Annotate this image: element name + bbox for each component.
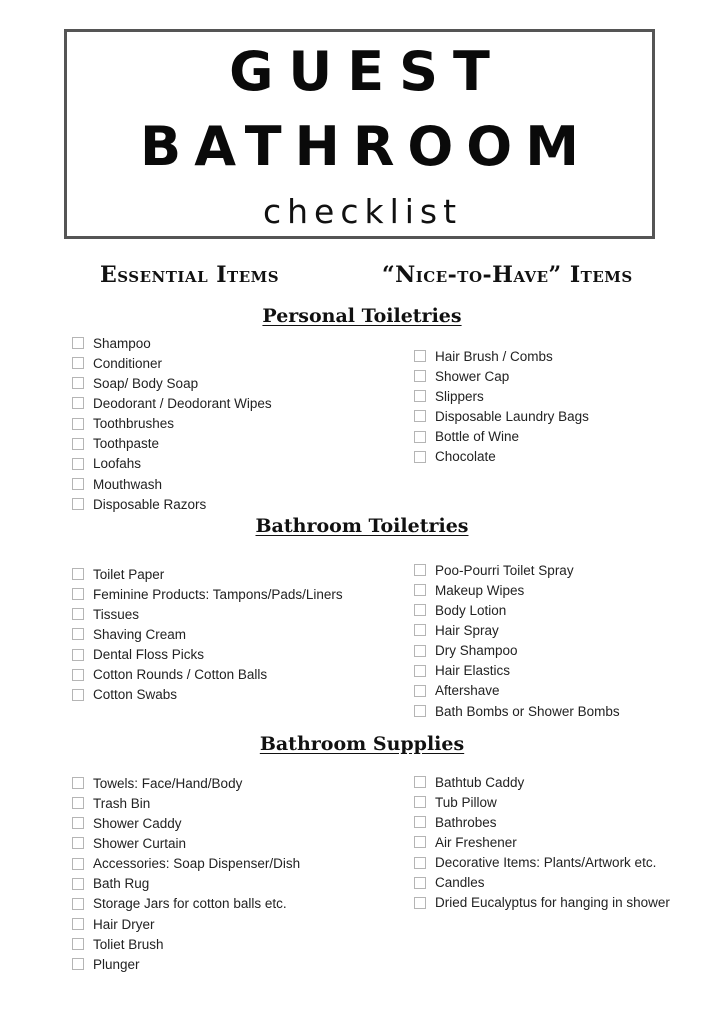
checklist-item <box>414 406 589 426</box>
checklist-item <box>414 600 620 620</box>
checklist-item-label: Cotton Rounds / Cotton Balls <box>93 667 268 683</box>
checklist-item <box>72 645 343 665</box>
checkbox[interactable] <box>414 836 426 848</box>
checkbox[interactable] <box>72 337 84 349</box>
column-heading-nice-to-have: “Nice-to-Have” Items <box>382 262 633 288</box>
section-title-bathroom-toiletries: Bathroom Toiletries <box>255 515 469 537</box>
checklist-item <box>72 685 343 705</box>
checkbox[interactable] <box>72 418 84 430</box>
checkbox[interactable] <box>72 817 84 829</box>
checkbox[interactable] <box>72 858 84 870</box>
checkbox[interactable] <box>414 665 426 677</box>
checklist-item-label: Bath Bombs or Shower Bombs <box>435 703 620 719</box>
checklist-item <box>72 604 343 624</box>
checklist-item-label: Shaving Cream <box>93 626 187 642</box>
checklist-item-label: Bath Rug <box>93 876 150 892</box>
checklist-item-label: Plunger <box>93 956 140 972</box>
checklist-item-label: Cotton Swabs <box>93 687 178 703</box>
title-line-bathroom: BATHROOM <box>140 115 592 178</box>
checklist-item <box>72 564 343 584</box>
nice-list-bathroom-toiletries <box>414 560 620 721</box>
checkbox[interactable] <box>72 588 84 600</box>
checkbox[interactable] <box>72 958 84 970</box>
checklist-item <box>72 393 272 413</box>
checkbox[interactable] <box>414 604 426 616</box>
checklist-item-label: Bathrobes <box>435 814 497 830</box>
checklist-item-label: Bathtub Caddy <box>435 774 525 790</box>
essential-list-bathroom-supplies <box>72 773 300 974</box>
checklist-item-label: Bottle of Wine <box>435 429 520 445</box>
checkbox[interactable] <box>414 390 426 402</box>
checkbox[interactable] <box>414 685 426 697</box>
checkbox[interactable] <box>414 564 426 576</box>
checklist-item <box>72 584 343 604</box>
checklist-item-label: Poo-Pourri Toilet Spray <box>435 562 574 578</box>
checklist-item-label: Chocolate <box>435 449 496 465</box>
checklist-item-label: Shower Caddy <box>93 815 182 831</box>
checkbox[interactable] <box>414 816 426 828</box>
checklist-item-label: Hair Brush / Combs <box>435 348 553 364</box>
checklist-item <box>414 873 670 893</box>
checklist-item <box>72 894 300 914</box>
checkbox[interactable] <box>72 438 84 450</box>
checkbox[interactable] <box>72 669 84 681</box>
checklist-item-label: Storage Jars for cotton balls etc. <box>93 896 287 912</box>
checklist-item <box>414 560 620 580</box>
checkbox[interactable] <box>72 777 84 789</box>
checklist-item <box>414 346 589 366</box>
checklist-item-label: Tissues <box>93 606 140 622</box>
checklist-item <box>72 624 343 644</box>
checklist-item <box>414 620 620 640</box>
title-line-checklist: checklist <box>262 192 463 231</box>
checklist-item <box>72 494 272 514</box>
checklist-item <box>414 386 589 406</box>
checklist-item <box>72 874 300 894</box>
nice-list-bathroom-supplies <box>414 772 670 913</box>
checklist-item <box>414 580 620 600</box>
essential-list-bathroom-toiletries <box>72 564 343 705</box>
title-box <box>64 29 655 239</box>
checklist-item-label: Dry Shampoo <box>435 643 518 659</box>
checklist-item-label: Toliet Brush <box>93 936 164 952</box>
checklist-item <box>72 665 343 685</box>
checkbox[interactable] <box>72 918 84 930</box>
checklist-item-label: Dried Eucalyptus for hanging in shower <box>435 895 670 911</box>
checkbox[interactable] <box>414 370 426 382</box>
checklist-item-label: Makeup Wipes <box>435 582 525 598</box>
checkbox[interactable] <box>72 649 84 661</box>
checklist-item <box>72 773 300 793</box>
checklist-item-label: Toilet Paper <box>93 566 165 582</box>
checkbox[interactable] <box>414 584 426 596</box>
checklist-item-label: Hair Dryer <box>93 916 155 932</box>
checklist-item <box>72 813 300 833</box>
checklist-item-label: Shower Cap <box>435 368 510 384</box>
checklist-item <box>72 833 300 853</box>
checkbox[interactable] <box>72 568 84 580</box>
checkbox[interactable] <box>72 797 84 809</box>
checklist-item <box>414 853 670 873</box>
checkbox[interactable] <box>72 938 84 950</box>
checkbox[interactable] <box>414 857 426 869</box>
checklist-item <box>72 474 272 494</box>
checkbox[interactable] <box>72 878 84 890</box>
checkbox[interactable] <box>72 377 84 389</box>
checklist-item <box>414 792 670 812</box>
checklist-item-label: Mouthwash <box>93 476 163 492</box>
checklist-item <box>72 454 272 474</box>
section-title-bathroom-supplies: Bathroom Supplies <box>259 733 465 755</box>
checkbox[interactable] <box>72 689 84 701</box>
checkbox[interactable] <box>72 397 84 409</box>
checkbox[interactable] <box>414 645 426 657</box>
checklist-item-label: Dental Floss Picks <box>93 647 205 663</box>
checkbox[interactable] <box>72 357 84 369</box>
checklist-item-label: Trash Bin <box>93 795 151 811</box>
checklist-item <box>414 832 670 852</box>
checklist-item-label: Accessories: Soap Dispenser/Dish <box>93 856 301 872</box>
checkbox[interactable] <box>414 776 426 788</box>
checklist-item-label: Body Lotion <box>435 602 507 618</box>
checklist-item-label: Toothpaste <box>93 436 160 452</box>
checklist-item <box>72 434 272 454</box>
checklist-item-label: Conditioner <box>93 355 163 371</box>
checklist-item <box>414 366 589 386</box>
checklist-item <box>72 934 300 954</box>
checklist-item-label: Soap/ Body Soap <box>93 375 199 391</box>
checkbox[interactable] <box>72 458 84 470</box>
checkbox[interactable] <box>414 877 426 889</box>
essential-list-personal-toiletries <box>72 333 272 514</box>
title-line-guest: GUEST <box>229 40 505 103</box>
checklist-item <box>414 812 670 832</box>
checklist-item-label: Candles <box>435 875 485 891</box>
checklist-item-label: Hair Elastics <box>435 663 511 679</box>
checkbox[interactable] <box>414 624 426 636</box>
checklist-item-label: Disposable Razors <box>93 496 207 512</box>
checkbox[interactable] <box>72 498 84 510</box>
column-heading-essential: Essential Items <box>100 262 280 288</box>
checklist-item-label: Air Freshener <box>435 834 517 850</box>
checklist-item-label: Decorative Items: Plants/Artwork etc. <box>435 855 657 871</box>
checkbox[interactable] <box>72 478 84 490</box>
nice-list-personal-toiletries <box>414 346 589 467</box>
checkbox[interactable] <box>414 350 426 362</box>
checklist-item <box>72 373 272 393</box>
checklist-item-label: Tub Pillow <box>435 794 497 810</box>
checkbox[interactable] <box>414 451 426 463</box>
checklist-item <box>72 854 300 874</box>
checklist-item-label: Shower Curtain <box>93 835 187 851</box>
checkbox[interactable] <box>414 796 426 808</box>
checklist-item <box>414 772 670 792</box>
checklist-item <box>72 954 300 974</box>
checkbox[interactable] <box>414 705 426 717</box>
checklist-item-label: Deodorant / Deodorant Wipes <box>93 395 272 411</box>
checklist-item-label: Towels: Face/Hand/Body <box>93 775 243 791</box>
checklist-item <box>72 914 300 934</box>
checklist-item <box>414 701 620 721</box>
checklist-item <box>414 641 620 661</box>
checklist-item-label: Feminine Products: Tampons/Pads/Liners <box>93 586 343 602</box>
checklist-item <box>414 681 620 701</box>
checklist-item <box>72 353 272 373</box>
section-title-personal-toiletries: Personal Toiletries <box>262 305 462 327</box>
checkbox[interactable] <box>72 837 84 849</box>
checkbox[interactable] <box>72 608 84 620</box>
checklist-item-label: Disposable Laundry Bags <box>435 408 589 424</box>
checklist-item-label: Loofahs <box>93 456 142 472</box>
checklist-item <box>414 893 670 913</box>
checkbox[interactable] <box>72 898 84 910</box>
checkbox[interactable] <box>72 628 84 640</box>
checklist-item-label: Shampoo <box>93 335 151 351</box>
checkbox[interactable] <box>414 410 426 422</box>
checklist-item-label: Slippers <box>435 388 484 404</box>
checkbox[interactable] <box>414 431 426 443</box>
checklist-item-label: Aftershave <box>435 683 500 699</box>
checklist-item <box>414 447 589 467</box>
checklist-item <box>414 661 620 681</box>
checklist-item-label: Hair Spray <box>435 622 499 638</box>
checklist-item <box>414 427 589 447</box>
checklist-item-label: Toothbrushes <box>93 416 175 432</box>
checklist-item <box>72 793 300 813</box>
checklist-item <box>72 414 272 434</box>
checkbox[interactable] <box>414 897 426 909</box>
checklist-item <box>72 333 272 353</box>
